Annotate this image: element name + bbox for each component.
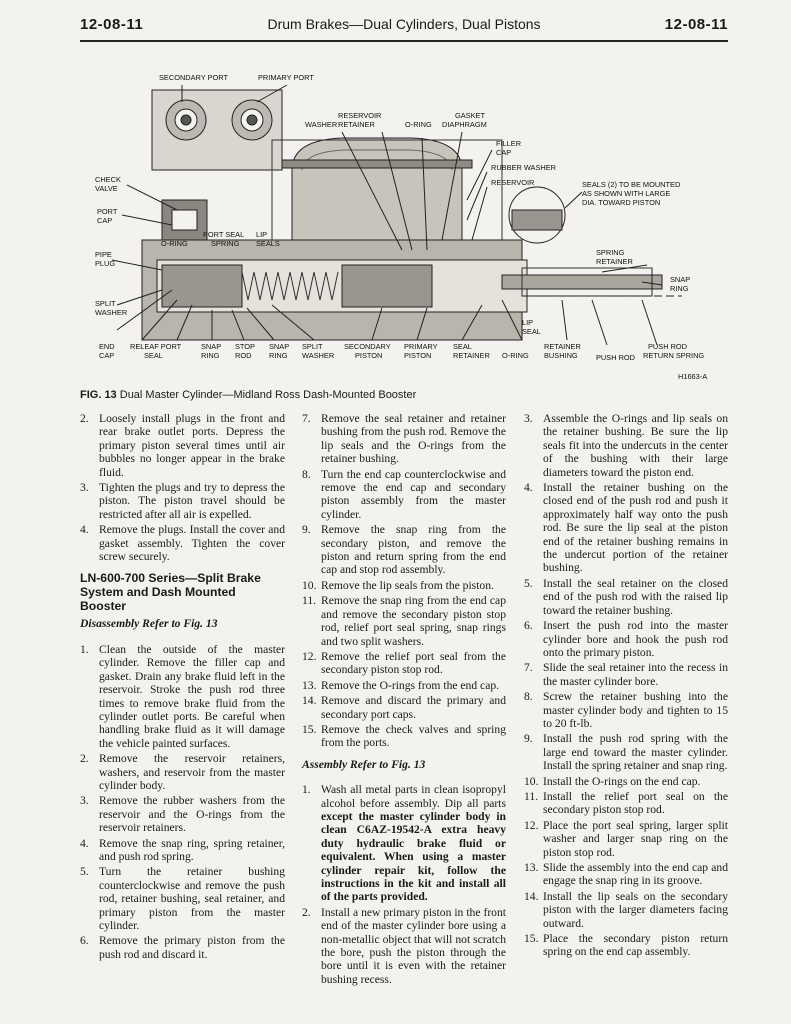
label-gasket-1: GASKET: [455, 111, 485, 120]
label-push-rod-return-2: RETURN SPRING: [643, 351, 705, 360]
label-o-ring-bottom: O-RING: [502, 351, 529, 360]
list-item: 10. Remove the lip seals from the piston.: [302, 578, 494, 592]
label-port-cap-2: CAP: [97, 216, 113, 225]
page-header: [80, 14, 728, 42]
label-rubber-washer: RUBBER WASHER: [491, 163, 557, 172]
label-snap-ring-c-2: RING: [269, 351, 288, 360]
procedure-list-continued: [80, 412, 285, 563]
label-end-cap-2: CAP: [99, 351, 115, 360]
label-snap-ring-right-1: SNAP: [670, 275, 691, 284]
list-item: 14. Install the lip seals on the secondary piston with the larger diameters facing outward.: [524, 889, 728, 930]
push-rod: [502, 275, 662, 289]
list-item: 9. Remove the snap ring from the secondary piston, and remove the piston and return spring from the end cap and stop rod assembly.: [302, 523, 506, 577]
list-item: 7. Remove the seal retainer and retainer bushing from the push rod. Remove the lip seals and the O-rings from the retainer bushing.: [302, 412, 506, 466]
disassembly-list-continued: [302, 412, 506, 750]
list-item: 4. Install the retainer bushing on the closed end of the push rod and push it approximately half way onto the push rod. Be sure the lip seal at the piston end of the retainer bushing remains in the undercut portion of the retainer bushing.: [524, 481, 728, 575]
label-snap-ring-c-1: SNAP: [269, 342, 290, 351]
column-2: [302, 412, 506, 988]
label-check-valve-1: CHECK: [95, 175, 121, 184]
list-item: 8. Screw the retainer bushing into the master cylinder body and tighten to 15 to 20 ft-lb.: [524, 690, 728, 730]
list-item: 7. Slide the seal retainer into the recess in the master cylinder bore.: [524, 661, 728, 688]
list-item: 6. Insert the push rod into the master cylinder bore and hook the push rod onto the primary piston.: [524, 619, 728, 659]
label-reservoir-retainer-2: RETAINER: [338, 120, 375, 129]
label-reservoir-1: RESERVOIR: [338, 111, 382, 120]
master-cylinder-drawing: [82, 60, 728, 386]
list-item: 10. Install the O-rings on the end cap.: [524, 774, 701, 788]
assembly-subheading: Assembly Refer to Fig. 13: [302, 757, 426, 771]
list-item: 3. Tighten the plugs and try to depress the piston. The piston travel should be restricted after all air is expelled.: [80, 481, 285, 521]
primary-piston: [342, 265, 432, 307]
disassembly-subheading: Disassembly Refer to Fig. 13: [80, 617, 218, 631]
label-seal-retainer-1: SEAL: [453, 342, 472, 351]
page-number-right: 12-08-11: [664, 16, 728, 33]
label-stop-rod-1: STOP: [235, 342, 255, 351]
list-item: 8. Turn the end cap counterclockwise and remove the end cap and secondary piston assembly from the master cylinder.: [302, 467, 506, 521]
list-item: 3. Remove the rubber washers from the reservoir and the O-rings from the reservoir retainers.: [80, 794, 285, 835]
reservoir-shape: [292, 138, 462, 240]
assembly-list: [302, 783, 506, 986]
disassembly-list: [80, 643, 285, 961]
label-seals-note-1: SEALS (2) TO BE MOUNTED: [582, 180, 681, 189]
list-item: 5. Install the seal retainer on the closed end of the push rod with the raised lip toward the retainer bushing.: [524, 576, 728, 617]
label-port-seal: PORT SEAL: [203, 230, 245, 239]
figure-caption-text: Dual Master Cylinder—Midland Ross Dash-Mounted Booster: [119, 389, 417, 401]
label-push-rod-return-1: PUSH ROD: [648, 342, 688, 351]
label-relief-port-seal-1: RELEAF PORT: [130, 342, 182, 351]
label-stop-rod-2: ROD: [235, 351, 252, 360]
label-relief-port-seal-2: SEAL: [144, 351, 163, 360]
label-split-washer-2: WASHER: [95, 308, 128, 317]
figure-part-number: H1663-A: [678, 372, 708, 381]
master-cylinder-diagram: [82, 60, 728, 386]
label-gasket-2: DIAPHRAGM: [442, 120, 487, 129]
list-item: 15. Place the secondary piston return spring on the end cap assembly.: [524, 932, 728, 959]
label-primary-port: PRIMARY PORT: [258, 73, 314, 82]
label-secondary-piston-2: PISTON: [355, 351, 383, 360]
label-lip-seals-2: SEALS: [256, 239, 280, 248]
label-port-cap-1: PORT: [97, 207, 118, 216]
figure-number: FIG. 13: [80, 389, 117, 401]
label-snap-ring-b-1: SNAP: [201, 342, 222, 351]
label-filler-cap-2: CAP: [496, 148, 512, 157]
list-item: 1. Clean the outside of the master cylinder. Remove the filler cap and gasket. Drain any brake fluid left in the reservoir. Stroke the push rod three times to remove brake fluid from the cylinder outlet ports. Be careful when handling brake fluid as it will damage the vehicle painted surfaces.: [80, 642, 285, 750]
list-item: 11. Remove the snap ring from the end cap and remove the secondary piston stop rod, relief port seal spring, snap rings and two split washers.: [302, 594, 506, 648]
label-secondary-piston-1: SECONDARY: [344, 342, 391, 351]
column-1: [80, 412, 285, 963]
label-spring-left: SPRING: [211, 239, 240, 248]
label-retainer-bushing-1: RETAINER: [544, 342, 581, 351]
label-reservoir: RESERVOIR: [491, 178, 535, 187]
label-lip-seal-2: SEAL: [522, 327, 541, 336]
list-item: 12. Remove the relief port seal from the secondary piston stop rod.: [302, 649, 506, 677]
label-split-washer-b-2: WASHER: [302, 351, 335, 360]
label-pipe-plug-1: PIPE: [95, 250, 112, 259]
label-split-washer-b-1: SPLIT: [302, 342, 323, 351]
label-primary-piston-2: PISTON: [404, 351, 432, 360]
page-number-left: 12-08-11: [80, 16, 144, 33]
list-item: 2. Loosely install plugs in the front and rear brake outlet ports. Depress the primary piston several times until air bubbles no longer appear in the brake fluid.: [80, 412, 285, 479]
list-item: 9. Install the push rod spring with the large end toward the master cylinder. Install the spring retainer and snap ring.: [524, 732, 728, 773]
label-snap-ring-right-2: RING: [670, 284, 689, 293]
assembly-list-continued: [524, 412, 728, 959]
label-filler-cap-1: FILLER: [496, 139, 522, 148]
label-check-valve-2: VALVE: [95, 184, 118, 193]
label-spring-retainer-2: RETAINER: [596, 257, 633, 266]
label-o-ring-top: O-RING: [405, 120, 432, 129]
label-lip-seal-1: LIP: [522, 318, 534, 327]
list-item: 13. Slide the assembly into the end cap and engage the snap ring in its groove.: [524, 861, 728, 888]
label-spring-retainer-1: SPRING: [596, 248, 625, 257]
list-item: 1. Wash all metal parts in clean isopropyl alcohol before assembly. Dip all parts except the master cylinder body in clean C6AZ-19542-A extra heavy duty hydraulic brake fluid or equivalent. When using a master cylinder repair kit, follow the instructions in the kit and install all of the parts provided.: [302, 783, 506, 904]
section-heading: LN-600-700 Series—Split Brake System and Dash Mounted Booster: [80, 571, 261, 614]
list-item: 12. Place the port seal spring, larger split washer and larger snap ring on the piston stop rod.: [524, 818, 728, 859]
label-split-washer-1: SPLIT: [95, 299, 116, 308]
list-item: 11. Install the relief port seal on the secondary piston stop rod.: [524, 789, 728, 817]
list-item: 14. Remove and discard the primary and secondary port caps.: [302, 694, 506, 721]
list-item: 13. Remove the O-rings from the end cap.: [302, 678, 500, 692]
label-push-rod: PUSH ROD: [596, 353, 636, 362]
figure-caption: [80, 389, 416, 401]
list-item: 4. Remove the snap ring, spring retainer, and push rod spring.: [80, 836, 285, 863]
list-item: 15. Remove the check valves and spring from the ports.: [302, 722, 506, 750]
label-washer-top: WASHER: [305, 120, 338, 129]
list-item: 5. Turn the retainer bushing counterclockwise and remove the push rod, retainer bushing, seal retainer, and primary piston from the master cylinder.: [80, 865, 285, 932]
label-retainer-bushing-2: BUSHING: [544, 351, 578, 360]
list-item: 4. Remove the plugs. Install the cover and gasket assembly. Tighten the cover screw securely.: [80, 523, 285, 564]
list-item: 6. Remove the primary piston from the push rod and discard it.: [80, 934, 285, 961]
label-seals-note-3: DIA. TOWARD PISTON: [582, 198, 661, 207]
label-secondary-port: SECONDARY PORT: [159, 73, 228, 82]
label-o-ring-left: O-RING: [161, 239, 188, 248]
list-item: 3. Assemble the O-rings and lip seals on the retainer bushing. Be sure the lip seals fit into the undercuts in the center of the bushing with their large diameters toward the piston end.: [524, 412, 728, 479]
bold-instruction: except the master cylinder body in clean C6AZ-19542-A extra heavy duty hydraulic brake fluid or equivalent. When using a master cylinder repair kit, follow the instructions in the kit and install all of the parts provided.: [321, 809, 506, 904]
label-seals-note-2: AS SHOWN WITH LARGE: [582, 189, 671, 198]
label-snap-ring-b-2: RING: [201, 351, 220, 360]
label-seal-retainer-2: RETAINER: [453, 351, 490, 360]
label-primary-piston-1: PRIMARY: [404, 342, 438, 351]
secondary-piston: [162, 265, 242, 307]
list-item: 2. Install a new primary piston in the front end of the master cylinder bore using a non-metallic object that will not scratch the bore, push the piston through the bore until it is even with the retainer bushing recess.: [302, 905, 506, 986]
label-lip-seals-1: LIP: [256, 230, 268, 239]
page-title: Drum Brakes—Dual Cylinders, Dual Pistons: [267, 16, 541, 32]
label-pipe-plug-2: PLUG: [95, 259, 116, 268]
label-end-cap-1: END: [99, 342, 115, 351]
list-item: 2. Remove the reservoir retainers, washers, and reservoir from the master cylinder body.: [80, 752, 285, 792]
column-3: [524, 412, 728, 961]
